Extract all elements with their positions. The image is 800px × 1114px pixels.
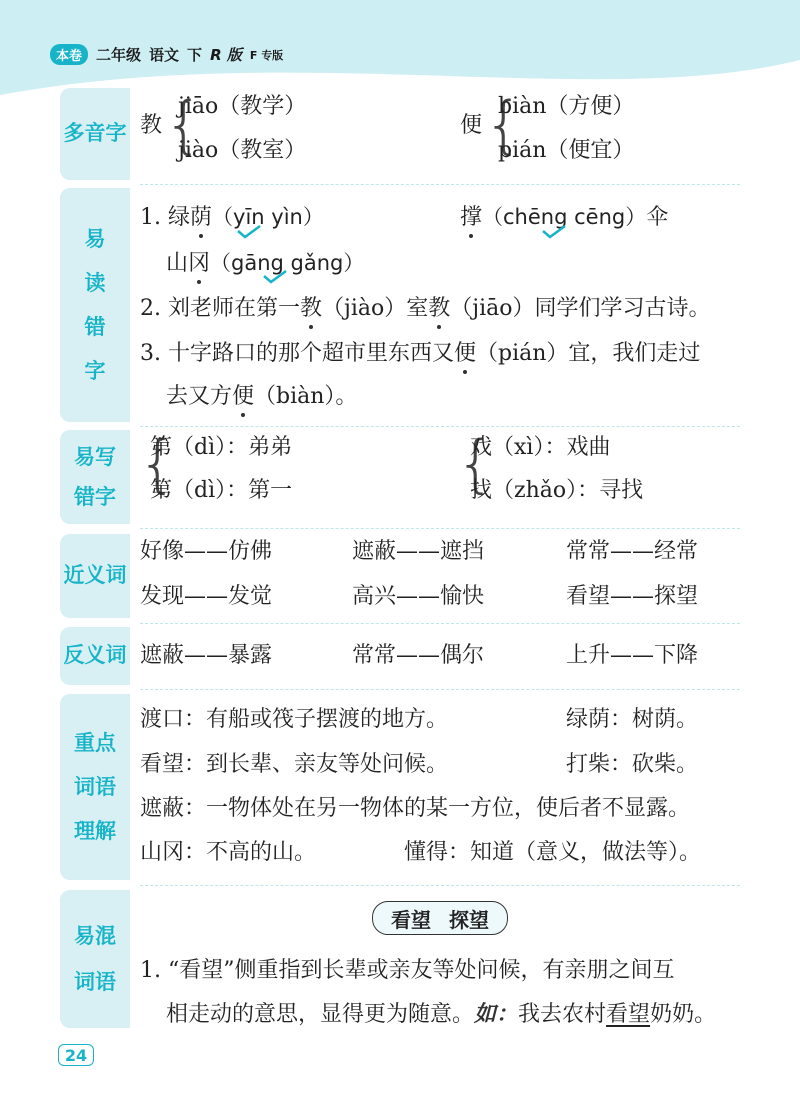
poly-left-r2: jiào（教室） (178, 138, 307, 163)
label-synonyms: 近义词 (60, 534, 130, 618)
divider (140, 623, 740, 624)
definition: 绿荫：树荫。 (566, 707, 699, 732)
brace-icon: { (456, 427, 496, 500)
misread-line-4: 去又方便（biàn）。 (166, 384, 358, 409)
definition: 懂得：知道（意义，做法等）。 (404, 840, 702, 865)
synonym-pair: 常常——经常 (566, 539, 699, 564)
poly-left-char: 教 (140, 113, 163, 138)
divider (140, 885, 740, 886)
special-edition: F 专版 (249, 48, 284, 62)
explanation-line-1: 1. “看望”侧重指到长辈或亲友等处问候，有亲朋之间互 (140, 958, 675, 983)
synonym-pair: 好像——仿佛 (140, 539, 273, 564)
label-confusing: 易混 词语 (60, 890, 130, 1028)
antonym-pair: 遮蔽——暴露 (140, 643, 273, 668)
poly-right-char: 便 (460, 113, 483, 138)
term: 看望 (391, 907, 431, 932)
label-misread: 易 读 错 字 (60, 188, 130, 422)
label-key-words: 重点 词语 理解 (60, 694, 130, 880)
brace-icon: { (484, 88, 524, 161)
synonym-pair: 发现——发觉 (140, 584, 273, 609)
brace-icon: { (138, 427, 178, 500)
definition: 渡口：有船或筏子摆渡的地方。 (140, 707, 449, 732)
miswrite-left-1: 第（dì）：弟弟 (150, 435, 293, 460)
subject: 语文 (149, 46, 180, 64)
poly-left-r1: jiāo（教学） (178, 94, 307, 119)
label-polyphonic: 多音字 (60, 88, 130, 180)
volume: 下 (187, 46, 203, 64)
series-logo: 本卷 (50, 44, 88, 65)
check-icon (541, 223, 567, 239)
definition: 看望：到长辈、亲友等处问候。 (140, 752, 449, 777)
definition: 遮蔽：一物体处在另一物体的某一方位，使后者不显露。 (140, 796, 691, 821)
divider (140, 528, 740, 529)
misread-line-1b: 撑（chēng cēng）伞 (460, 205, 669, 230)
synonym-pair: 遮蔽——遮挡 (352, 539, 485, 564)
term: 探望 (449, 907, 489, 932)
misread-line-2: 2. 刘老师在第一教（jiào）室教（jiāo）同学们学习古诗。 (140, 296, 711, 321)
check-icon (236, 223, 262, 239)
misread-line-1a: 1. 绿荫（yīn yìn） (140, 205, 324, 230)
definition: 山冈：不高的山。 (140, 840, 317, 865)
label-antonyms: 反义词 (60, 627, 130, 685)
divider (140, 426, 740, 427)
check-icon (262, 268, 288, 284)
miswrite-right-2: 找（zhǎo）：寻找 (470, 478, 644, 503)
example-marker: 如： (474, 1002, 519, 1027)
label-miswrite: 易写 错字 (60, 430, 130, 524)
divider (140, 184, 740, 185)
miswrite-right-1: 戏（xì）：戏曲 (470, 435, 611, 460)
header-bar (50, 44, 283, 65)
poly-right-r2: pián（便宜） (498, 138, 635, 163)
definition: 打柴：砍柴。 (566, 752, 699, 777)
grade: 二年级 (96, 46, 142, 64)
antonym-pair: 常常——偶尔 (352, 643, 485, 668)
term-pair-box (372, 901, 508, 935)
brace-icon: { (164, 88, 204, 161)
synonym-pair: 看望——探望 (566, 584, 699, 609)
poly-right-r1: biàn（方便） (498, 94, 635, 119)
synonym-pair: 高兴——愉快 (352, 584, 485, 609)
miswrite-left-2: 第（dì）：第一 (150, 478, 293, 503)
misread-line-1c: 山冈（gāng gǎng） (166, 251, 365, 276)
misread-line-3: 3. 十字路口的那个超市里东西又便（pián）宜，我们走过 (140, 341, 701, 366)
antonym-pair: 上升——下降 (566, 643, 699, 668)
page-number: 24 (58, 1044, 94, 1066)
divider (140, 689, 740, 690)
edition: R 版 (210, 46, 242, 64)
explanation-line-2: 相走动的意思，显得更为随意。如：我去农村看望奶奶。 (166, 1002, 717, 1027)
